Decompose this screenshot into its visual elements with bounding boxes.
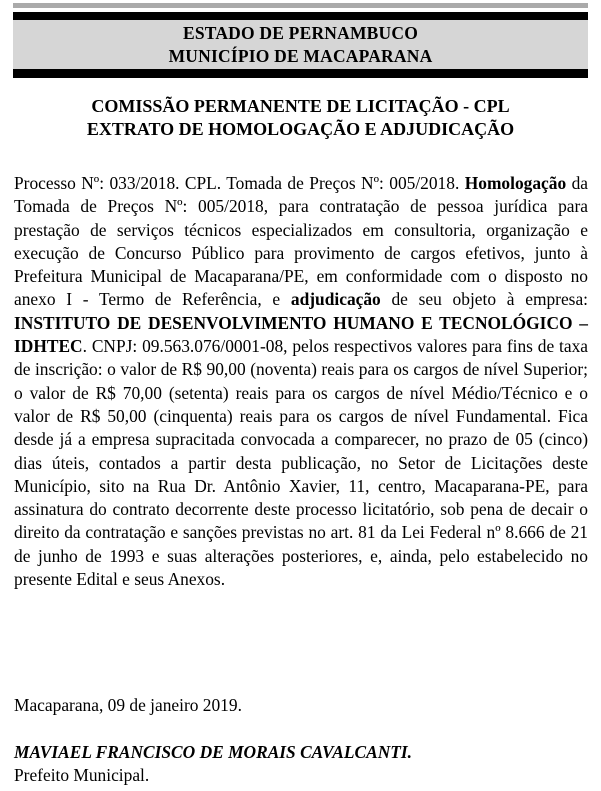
place-and-date: Macaparana, 09 de janeiro 2019.: [14, 695, 242, 715]
text-segment-process: Processo Nº: 033/2018. CPL. Tomada de Preços Nº: 005/2018.: [14, 173, 465, 193]
text-bold-adjudicacao: adjudicação: [290, 289, 381, 310]
main-paragraph: [14, 172, 588, 591]
signatory-name: MAVIAEL FRANCISCO DE MORAIS CAVALCANTI.: [14, 742, 413, 762]
title-extract-line: EXTRATO DE HOMOLOGAÇÃO E ADJUDICAÇÃO: [86, 119, 515, 139]
document-title: [13, 95, 588, 141]
text-bold-homologacao: Homologação: [464, 173, 567, 193]
top-decorative-rule: [13, 3, 588, 8]
text-bold-company-name: INSTITUTO DE DESENVOLVIMENTO HUMANO E TECNOLÓGICO – IDHTEC: [14, 312, 588, 357]
header-state-line: ESTADO DE PERNAMBUCO: [182, 22, 419, 43]
header-banner: [13, 12, 588, 78]
text-segment-company-lead: de seu objeto à empresa:: [380, 289, 588, 310]
title-commission-line: COMISSÃO PERMANENTE DE LICITAÇÃO - CPL: [91, 96, 510, 116]
body-content: [14, 172, 588, 591]
header-municipality-line: MUNICÍPIO DE MACAPARANA: [168, 45, 433, 66]
signature-block: [14, 741, 588, 788]
text-segment-details: . CNPJ: 09.563.076/0001-08, pelos respectivos valores para fins de taxa de inscrição: o valor de R$ 90,00 (noventa) reais para os cargos de nível Superior; o valor de R$ 70,00 (setenta) reais para os cargos de nível Médio/Técnico e o valor de R$ 50,00 (cinquenta) reais para os cargos de nível Fundamental. Fica desde já a empresa supracitada convocada a comparecer, no prazo de 05 (cinco) dias úteis, contados a partir desta publicação, no Setor de Licitações deste Município, sito na Rua Dr. Antônio Xavier, 11, centro, Macaparana-PE, para assinatura do contrato decorrente deste processo licitatório, sob pena de decair o direito da contratação e sanções previstas no art. 81 da Lei Federal nº 8.666 de 21 de junho de 1993 e suas alterações posteriores, e, ainda, pelo estabelecido no presente Edital e seus Anexos.: [14, 336, 588, 590]
signatory-role: Prefeito Municipal.: [14, 765, 150, 786]
text-segment-object: da Tomada de Preços Nº: 005/2018, para contratação de pessoa jurídica para prestação de serviços técnicos especializados em consultoria, organização e execução de Concurso Público para provimento de cargos efetivos, junto à Prefeitura Municipal de Macaparana/PE, em conformidade com o disposto no anexo I - Termo de Referência, e: [14, 173, 588, 310]
